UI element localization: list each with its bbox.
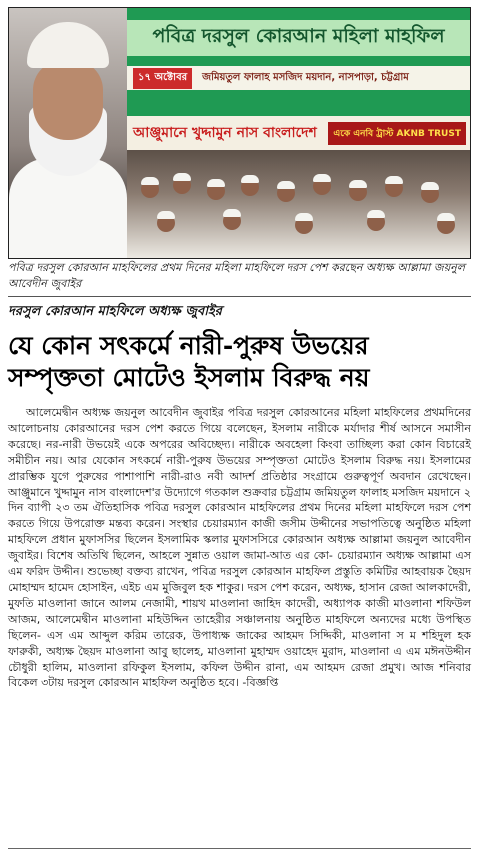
news-photo xyxy=(8,7,471,259)
banner-date: ১৭ অক্টোবর xyxy=(133,68,192,89)
banner-venue: জমিয়তুল ফালাহ মসজিদ ময়দান, নাসপাড়া, চট্টগ্রাম xyxy=(202,71,409,83)
event-banner xyxy=(127,8,470,116)
trust-badge: একে এনবি ট্রাস্ট AKNB TRUST xyxy=(328,122,466,145)
photo-caption: পবিত্র দরসুল কোরআন মাহফিলের প্রথম দিনের মহিলা মাহফিলে দরস পেশ করছেন অধ্যক্ষ আল্লামা জয়নুল আবেদীন জুবাইর xyxy=(8,261,465,290)
kicker: দরসুল কোরআন মাহফিলে অধ্যক্ষ জুবাইর xyxy=(8,304,222,319)
divider xyxy=(8,848,471,849)
audience-crowd xyxy=(127,150,470,258)
speaker-portrait xyxy=(9,8,127,258)
headline: যে কোন সৎকর্মে নারী-পুরুষ উভয়ের সম্পৃক্ততা মোটেও ইসলাম বিরুদ্ধ নয় xyxy=(8,331,370,392)
organizer-name: আঞ্জুমানে খুদ্দামুন নাস বাংলাদেশ xyxy=(133,125,317,141)
divider xyxy=(8,296,471,297)
banner-subline xyxy=(127,66,470,90)
organizer-strip xyxy=(127,116,470,150)
article-body-text: আলেমেদ্বীন অধ্যক্ষ জয়নুল আবেদীন জুবাইর পবিত্র দরসুল কোরআনের মহিলা মাহফিলের প্রথমদিনের আলোচনায় কোরআনের দরস পেশ করতে গিয়ে বলেছেন, ইসলাম নারীকে মর্যাদার শীর্ষ আসনে সমাসীন করেছে। নর-নারী উভয়েই একে অপরের অবিচ্ছেদ্য। নারীকে অবহেলা কিংবা তাচ্ছিল্য করা কোন বিচারেই সমীচীন নয়। আর যেকোন সৎকর্মে নারী-পুরুষ উভয়ের সম্পৃক্ততা মোটেও ইসলাম বিরুদ্ধ নয়। ইসলামের প্রারম্ভিক যুগে পুরুষের পাশাপাশি নারী-রাও নবী আদর্শ প্রতিষ্ঠার সংগ্রামে গুরুত্বপূর্ণ অবদান রেখেছেন। আঞ্জুমানে খুদ্দামুন নাস বাংলাদেশ'র উদ্যোগে গতকাল শুক্রবার চট্টগ্রাম জমিয়তুল ফালাহ মসজিদ ময়দানে ২ দিন ব্যাপী ২৩ তম ঐতিহাসিক পবিত্র দরসুল কোরআন মাহফিলের প্রথম দিনের মহিলা মাহফিলে দরস পেশ করতে গিয়ে উপরোক্ত মন্তব্য করেন। সংস্থার চেয়ারম্যান কাজী জসীম উদ্দীনের সভাপতিত্বে অনুষ্ঠিত মহিলা মাহফিলে প্রধান মুফাসসির ছিলেন ইসলামিক স্কলার মুফাসসিরে কোরআন অধ্যক্ষ আল্লামা জয়নুল আবেদীন জুবাইর। বিশেষ অতিথি ছিলেন, আহলে সুন্নাত ওয়াল জামা-আত এর কো- চেয়ারম্যান অধ্যক্ষ আল্লামা এস এম ফরিদ উদ্দীন। শুভেচ্ছা বক্তব্য রাখেন, পবিত্র দরসুল কোরআন মাহফিল প্রস্তুতি কমিটির আহবায়ক ছৈয়দ মোহাম্মদ হামেদ হোসাইন, এইচ এম মুজিবুল হক শাকুর। দরস পেশ করেন, অধ্যক্ষ, হাসান রেজা আলকাদেরী, মুফতি মাওলানা জানে আলম নেজামী, শায়খ মাওলানা জাহিদ কাদেরী, অধ্যাপক কাজী মাওলানা শফিউল আজম, আলেমেদ্বীন মাওলানা মহিউদ্দিন তাহেরীর সঞ্চালনায় অনুষ্ঠিত মাহফিলে অন্যদের মধ্যে উপস্থিত ছিলেন- এস এম আব্দুল করিম তারেক, উপাধ্যক্ষ জাকের আহমদ সিদ্দিকী, মাওলানা স ম শহিদুল হক ফারুকী, অধ্যক্ষ ছৈয়দ মাওলানা আবু ছালেহ, মাওলানা মুহাম্মদ ওয়াহেদ মুরাদ, মাওলানা এ এম মঈনউদ্দীন চৌধুরী হালিম, মাওলানা রফিকুল ইসলাম, কফিল উদ্দীন রানা, এম আহমদ রেজা প্রমুখ। আজ শনিবার বিকেল ৩টায় দরসুল কোরআন মাহফিল অনুষ্ঠিত হবে। -বিজ্ঞপ্তি xyxy=(8,406,471,690)
article-body xyxy=(8,405,471,691)
banner-title: পবিত্র দরসুল কোরআন মহিলা মাহফিল xyxy=(127,20,470,56)
